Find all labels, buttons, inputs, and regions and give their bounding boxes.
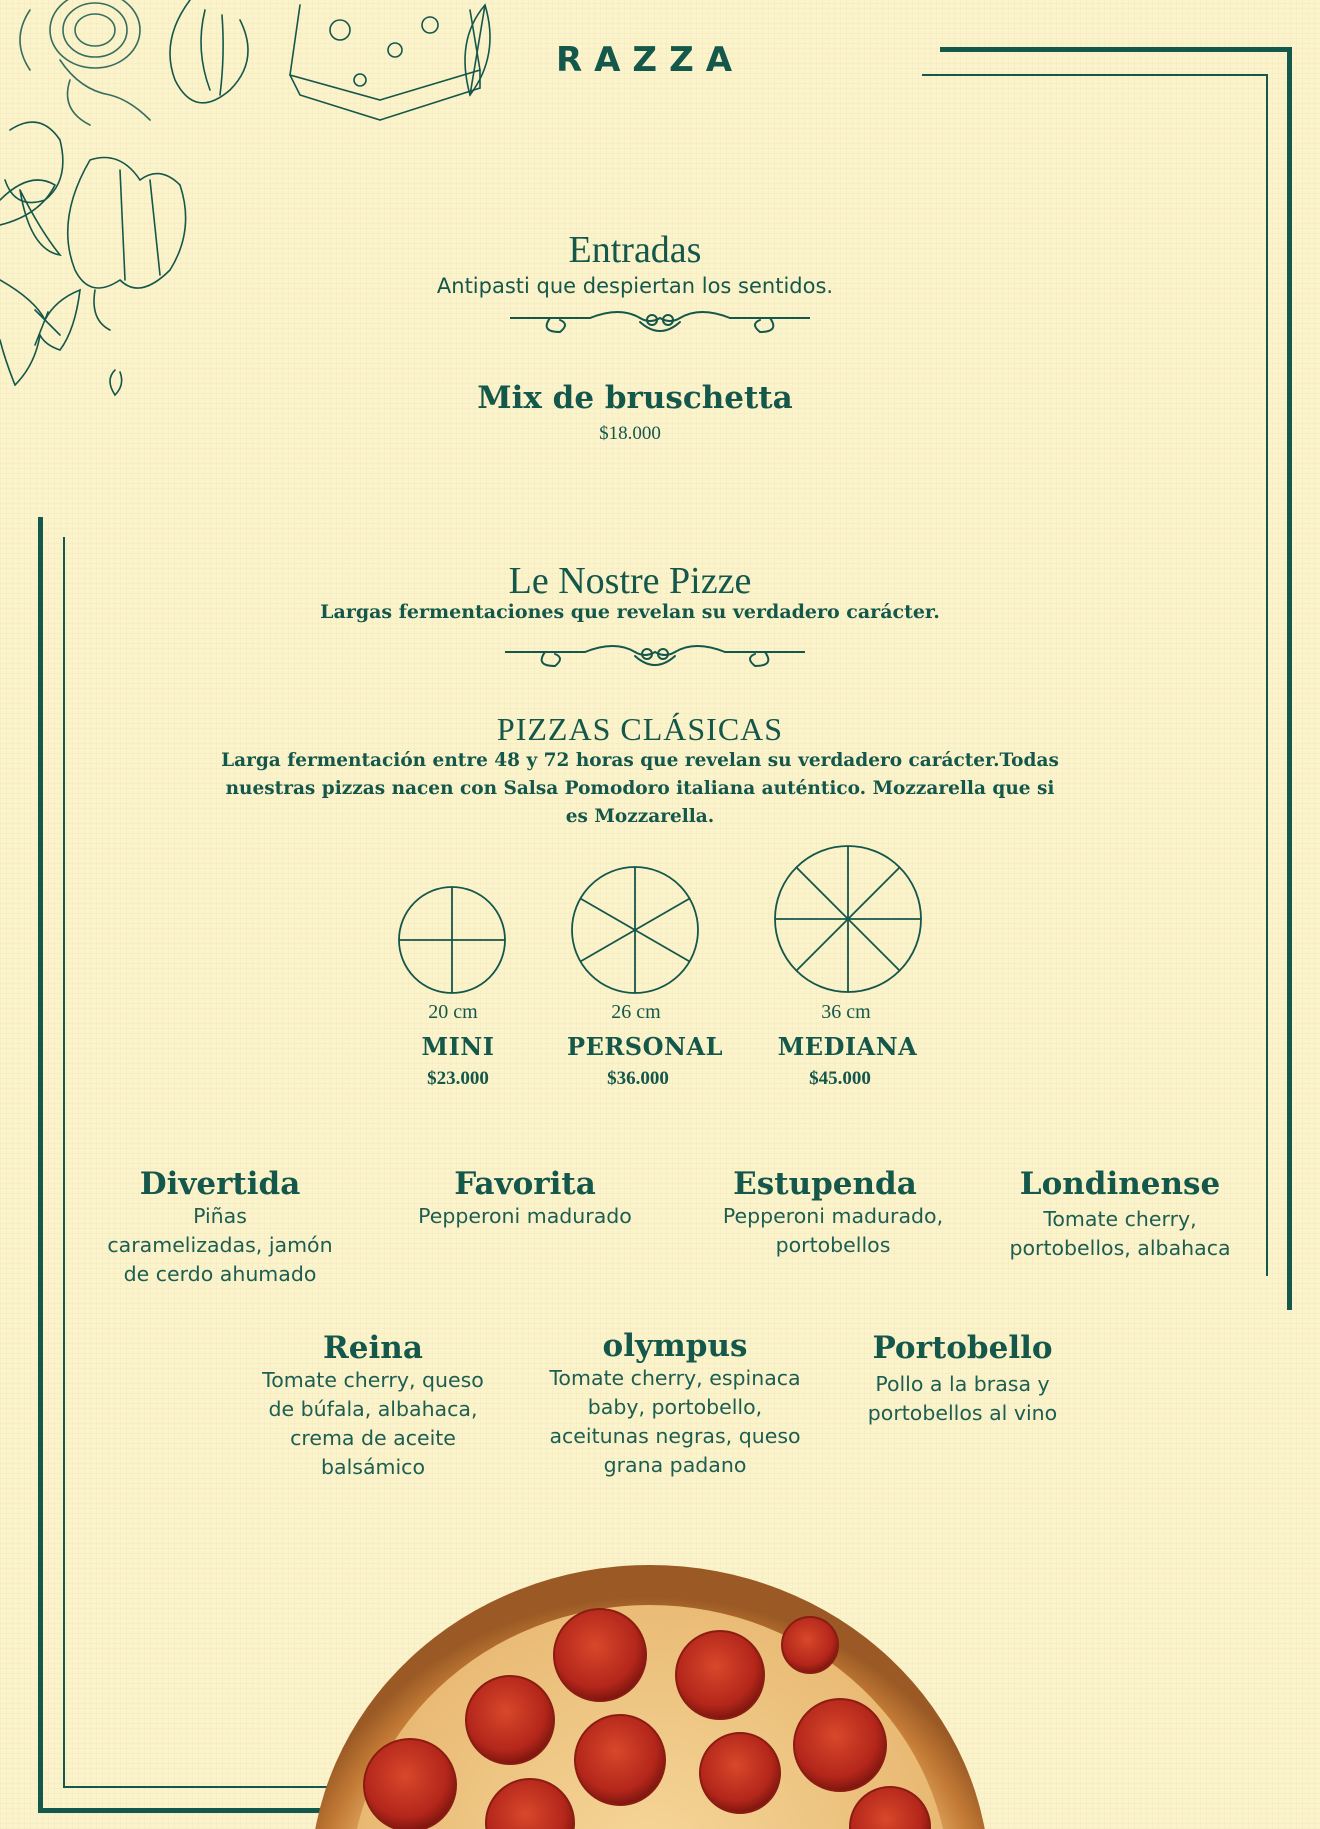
pizza-name: olympus: [602, 1328, 748, 1364]
size-mini-price: $23.000: [427, 1068, 489, 1089]
pizze-subtitle: Largas fermentaciones que revelan su verdadero carácter.: [320, 601, 940, 623]
desc-line: nuestras pizzas nacen con Salsa Pomodoro italiana auténtico. Mozzarella que si: [225, 778, 1055, 799]
pizza-desc: [85, 1202, 355, 1289]
pepperoni-pizza-photo: [290, 1555, 1010, 1829]
pizza-name: Divertida: [139, 1166, 301, 1202]
pizza-estupenda: [680, 1166, 970, 1260]
desc-line: caramelizadas, jamón: [107, 1233, 333, 1257]
flourish-divider: [505, 636, 805, 676]
pizza-desc: [840, 1370, 1085, 1428]
pizza-divertida: [85, 1166, 355, 1289]
desc-line: Pepperoni madurado,: [722, 1204, 944, 1228]
size-personal-pizza-icon: [569, 864, 701, 996]
size-mediana-pizza-icon: [772, 843, 924, 995]
desc-line: balsámico: [321, 1455, 425, 1479]
desc-line: Tomate cherry, queso: [262, 1368, 484, 1392]
pizza-desc: [380, 1202, 670, 1231]
size-mediana-cm: 36 cm: [821, 1001, 871, 1023]
size-mediana-price: $45.000: [809, 1068, 871, 1089]
frame-right-bar: [1287, 47, 1292, 1310]
desc-line: de búfala, albahaca,: [268, 1397, 478, 1421]
pizza-name: Portobello: [872, 1330, 1053, 1366]
pizza-desc: [680, 1202, 970, 1260]
desc-line: grana padano: [603, 1453, 747, 1477]
desc-line: Piñas: [193, 1204, 247, 1228]
pizza-desc: [530, 1364, 820, 1480]
pizza-desc: [990, 1205, 1250, 1263]
desc-line: baby, portobello,: [587, 1395, 763, 1419]
desc-line: portobellos: [775, 1233, 891, 1257]
pizza-name: Estupenda: [733, 1166, 917, 1202]
desc-line: Pepperoni madurado: [418, 1204, 632, 1228]
desc-line: Larga fermentación entre 48 y 72 horas que revelan su verdadero carácter.Todas: [221, 750, 1059, 771]
brand-title: RAZZA: [555, 40, 745, 80]
frame-left-bar: [38, 517, 43, 1813]
pizza-londinense: [990, 1166, 1250, 1263]
desc-line: Tomate cherry,: [1043, 1207, 1197, 1231]
entradas-subtitle: Antipasti que despiertan los sentidos.: [436, 274, 834, 298]
clasicas-description: [190, 747, 1090, 831]
desc-line: Tomate cherry, espinaca: [549, 1366, 801, 1390]
pizza-name: Reina: [323, 1330, 423, 1366]
pizza-reina: [248, 1330, 498, 1482]
bruschetta-name: Mix de bruschetta: [477, 380, 793, 416]
desc-line: crema de aceite: [290, 1426, 456, 1450]
size-mini-name: MINI: [421, 1032, 495, 1061]
flourish-divider: [510, 302, 810, 342]
pizzas-clasicas-heading: PIZZAS CLÁSICAS: [496, 711, 784, 747]
pizza-desc: [248, 1366, 498, 1482]
desc-line: es Mozzarella.: [565, 806, 715, 827]
size-personal-cm: 26 cm: [611, 1001, 661, 1023]
frame-left-thin: [63, 537, 65, 1787]
pizza-name: Favorita: [454, 1166, 596, 1202]
desc-line: Pollo a la brasa y: [875, 1372, 1050, 1396]
pizza-favorita: [380, 1166, 670, 1231]
desc-line: de cerdo ahumado: [123, 1262, 317, 1286]
desc-line: portobellos al vino: [867, 1401, 1058, 1425]
size-mini-pizza-icon: [396, 884, 508, 996]
size-personal-name: PERSONAL: [567, 1032, 723, 1061]
size-personal-price: $36.000: [607, 1068, 669, 1089]
frame-top-right-thin: [922, 74, 1267, 76]
desc-line: portobellos, albahaca: [1009, 1236, 1231, 1260]
ingredient-sketches-illustration: [0, 0, 520, 400]
bruschetta-price: $18.000: [599, 423, 661, 444]
entradas-title: Entradas: [568, 229, 702, 271]
frame-top-right-bar: [940, 47, 1292, 52]
desc-line: aceitunas negras, queso: [549, 1424, 801, 1448]
pizze-title: Le Nostre Pizze: [508, 560, 752, 602]
frame-right-thin: [1266, 74, 1268, 1276]
pizza-portobello: [840, 1330, 1085, 1428]
pizza-olympus: [530, 1328, 820, 1480]
size-mediana-name: MEDIANA: [777, 1032, 918, 1061]
pizza-name: Londinense: [1019, 1166, 1221, 1202]
size-mini-cm: 20 cm: [428, 1001, 478, 1023]
